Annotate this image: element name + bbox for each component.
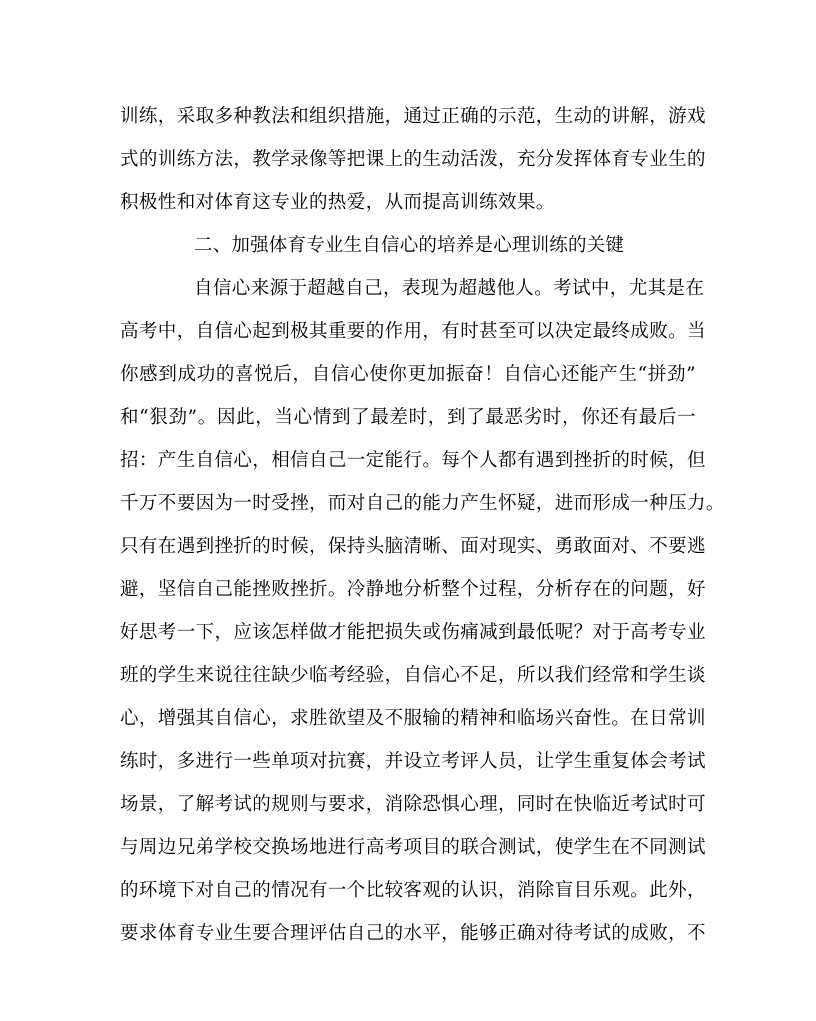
- paragraph-line: 千万不要因为一时受挫，而对自己的能力产生怀疑，进而形成一种压力。: [120, 493, 725, 514]
- paragraph-line: 自信心来源于超越自己，表现为超越他人。考试中，尤其是在: [194, 278, 705, 299]
- paragraph-line: 与周边兄弟学校交换场地进行高考项目的联合测试，使学生在不同测试: [120, 837, 706, 858]
- paragraph-line: 你感到成功的喜悦后，自信心使你更加振奋！自信心还能产生“拼劲”: [120, 364, 696, 385]
- paragraph-line: 避，坚信自己能挫败挫折。冷静地分析整个过程，分析存在的问题，好: [120, 579, 706, 600]
- paragraph-line: 心，增强其自信心，求胜欲望及不服输的精神和临场兴奋性。在日常训: [120, 708, 706, 729]
- paragraph-line: 只有在遇到挫折的时候，保持头脑清晰、面对现实、勇敢面对、不要逃: [120, 536, 706, 557]
- paragraph-line: 的环境下对自己的情况有一个比较客观的认识，消除盲目乐观。此外，: [120, 880, 706, 901]
- paragraph-line: 积极性和对体育这专业的热爱，从而提高训练效果。: [120, 192, 555, 213]
- paragraph-line: 招：产生自信心，相信自己一定能行。每个人都有遇到挫折的时候，但: [120, 450, 706, 471]
- paragraph-line: 好思考一下，应该怎样做才能把损失或伤痛减到最低呢？对于高考专业: [120, 622, 706, 643]
- paragraph-line: 高考中，自信心起到极其重要的作用，有时甚至可以决定最终成败。当: [120, 321, 706, 342]
- paragraph-line: 练时，多进行一些单项对抗赛，并设立考评人员，让学生重复体会考试: [120, 751, 706, 772]
- paragraph-line: 式的训练方法，教学录像等把课上的生动活泼，充分发挥体育专业生的: [120, 149, 706, 170]
- paragraph-line: 班的学生来说往往缺少临考经验，自信心不足，所以我们经常和学生谈: [120, 665, 706, 686]
- paragraph-line: 训练，采取多种教法和组织措施，通过正确的示范，生动的讲解，游戏: [120, 106, 706, 127]
- paragraph-line: 场景，了解考试的规则与要求，消除恐惧心理，同时在快临近考试时可: [120, 794, 706, 815]
- section-heading: 二、加强体育专业生自信心的培养是心理训练的关键: [194, 235, 625, 256]
- paragraph-line: 和“狠劲”。因此，当心情到了最差时，到了最恶劣时，你还有最后一: [120, 407, 696, 428]
- paragraph-line: 要求体育专业生要合理评估自己的水平，能够正确对待考试的成败，不: [120, 923, 706, 944]
